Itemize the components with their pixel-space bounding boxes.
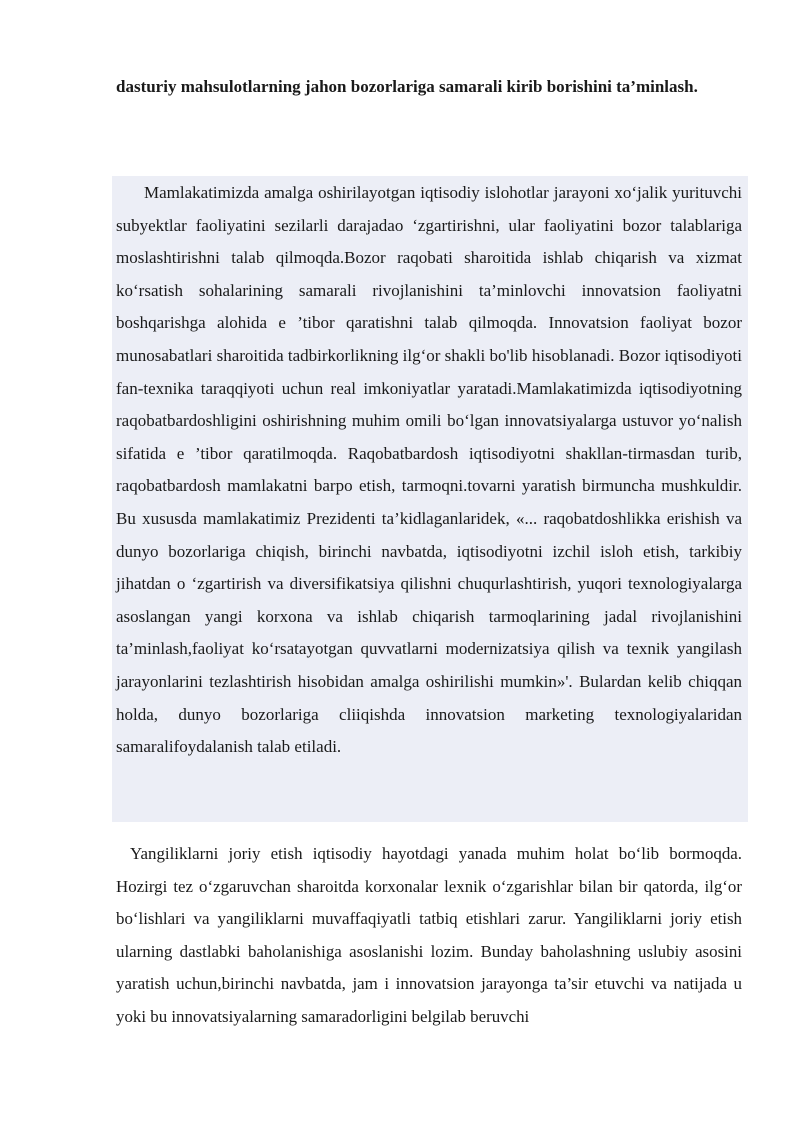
paragraph-highlighted[interactable]: Mamlakatimizda amalga oshirilayotgan iqtisodiy islohotlar jarayoni xo‘jalik yurituvchi subyektlar faoliyatini sezilarli darajadao ‘zgartirishni, ular faoliyatini bozor talablariga moslashtirishni talab qilmoqda.Bozor raqobati sharoitida ishlab chiqarish va xizmat ko‘rsatish sohalarining samarali rivojlanishini ta’minlovchi innovatsion faoliyatni boshqarishga alohida e ’tibor qaratishni talab qilmoqda. Innovatsion faoliyat bozor munosabatlari sharoitida tadbirkorlikning ilg‘or shakli bo'lib hisoblanadi. Bozor iqtisodiyoti fan-texnika taraqqiyoti uchun real imkoniyatlar yaratadi.Mamlakatimizda iqtisodiyotning raqobatbardoshligini oshirishning muhim omili bo‘lgan innovatsiyalarga ustuvor yo‘nalish sifatida e ’tibor qaratilmoqda. Raqobatbardosh iqtisodiyotni shakllan-tirmasdan turib, raqobatbardosh mamlakatni barpo etish, tarmoqni.tovarni yaratish birmuncha mushkuldir. Bu xususda mamlakatimiz Prezidenti ta’kidlaganlaridek, «... raqobatdoshlikka erishish va dunyo bozorlariga chiqish, birinchi navbatda, iqtisodiyotni izchil isloh etish, tarkibiy jihatdan o ‘zgartirish va diversifikatsiya qilishni chuqurlashtirish, yuqori texnologiyalarga asoslangan yangi korxona va ishlab chiqarish tarmoqlarining jadal rivojlanishini ta’minlash,faoliyat ko‘rsatayotgan quvvatlarni modernizatsiya qilish va texnik yangilash jarayonlarini tezlashtirish hisobidan amalga oshirilishi mumkin»'. Bulardan kelib chiqqan holda, dunyo bozorlariga cliiqishda innovatsion marketing texnologiyalaridan samaralifoydalanish talab etiladi.: [116, 177, 742, 764]
heading-continuation: dasturiy mahsulotlarning jahon bozorlariga samarali kirib borishini ta’minlash.: [116, 77, 698, 96]
paragraph-body: Yangiliklarni joriy etish iqtisodiy hayotdagi yanada muhim holat bo‘lib bormoqda. Hozirgi tez o‘zgaruvchan sharoitda korxonalar lexnik o‘zgarishlar bilan bir qatorda, ilg‘or bo‘lishlari va yangiliklarni muvaffaqiyatli tatbiq etishlari zarur. Yangiliklarni joriy etish ularning dastlabki baholanishiga asoslanishi lozim. Bunday baholashning uslubiy asosini yaratish uchun,birinchi navbatda, jam i innovatsion jarayonga ta’sir etuvchi va natijada u yoki bu innovatsiyalarning samaradorligini belgilab beruvchi: [116, 844, 742, 1026]
